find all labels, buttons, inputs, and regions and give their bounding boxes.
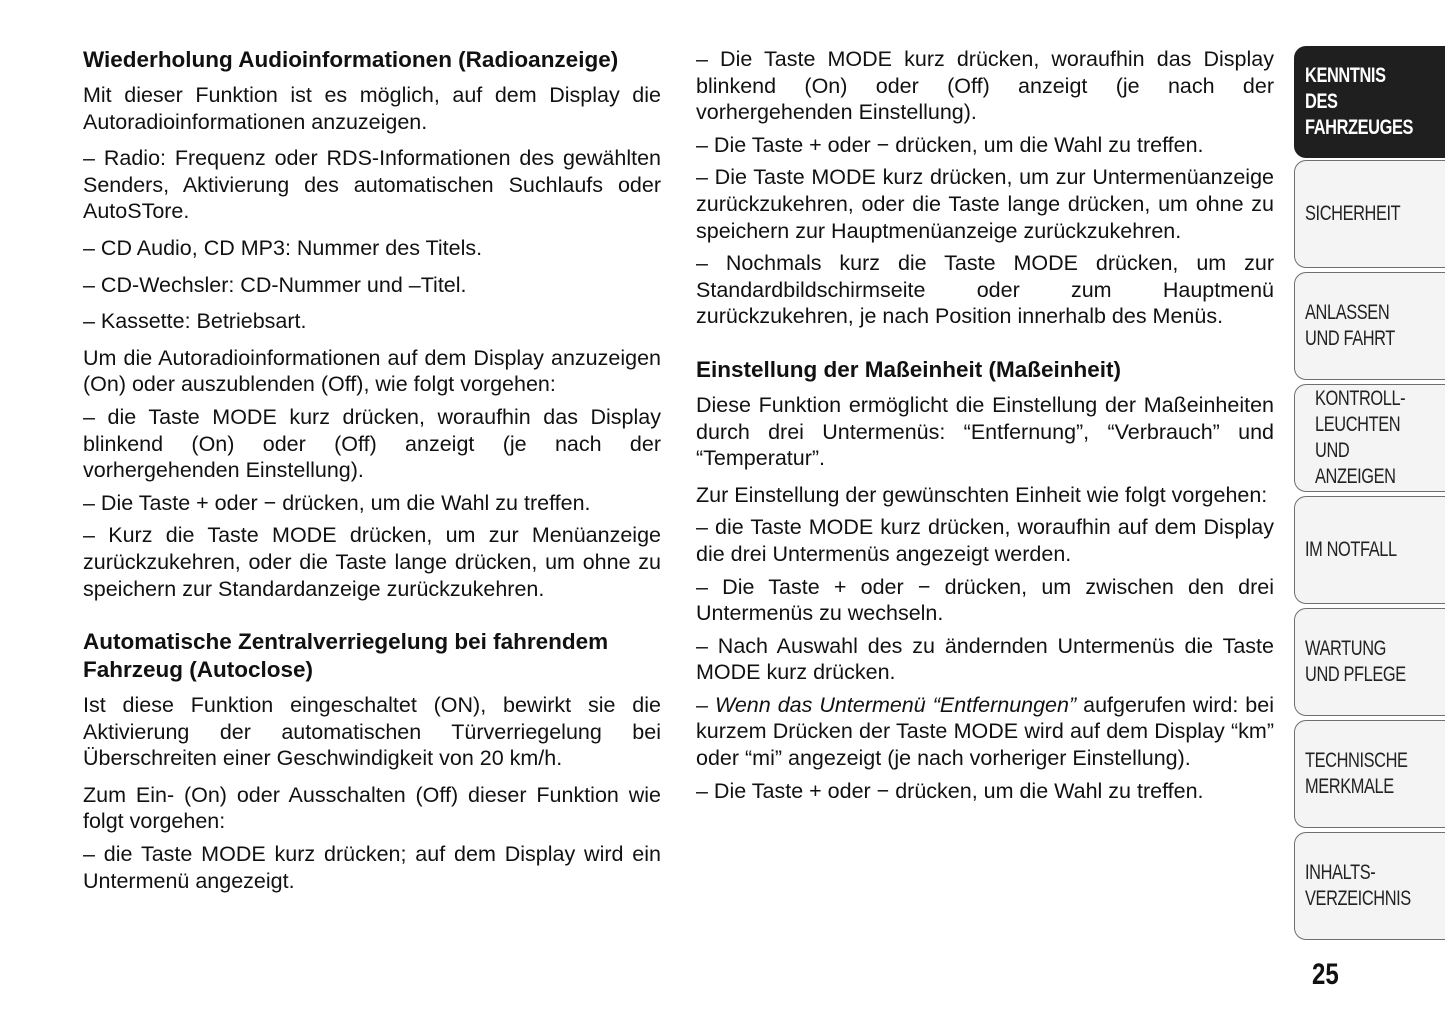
- section-heading-autoclose: Automatische Zentralverriegelung bei fahrendem Fahrzeug (Autoclose): [83, 629, 609, 683]
- paragraph: – Die Taste + oder − drücken, um die Wahl zu treffen.: [696, 132, 1204, 157]
- paragraph: – Die Taste + oder − drücken, um die Wahl zu treffen.: [83, 490, 591, 515]
- page-number: 25: [1312, 958, 1339, 991]
- tab-inhaltsverzeichnis[interactable]: [1294, 832, 1445, 940]
- tab-im-notfall[interactable]: [1294, 496, 1445, 604]
- paragraph: [696, 692, 1274, 772]
- paragraph: Zum Ein- (On) oder Ausschalten (Off) dieser Funktion wie folgt vorgehen:: [83, 782, 661, 834]
- tab-anlassen-und-fahrt[interactable]: [1294, 272, 1445, 380]
- tab-label: IM NOTFALL: [1305, 538, 1397, 561]
- section-heading-units: Einstellung der Maßeinheit (Maßeinheit): [696, 356, 1122, 382]
- tab-kenntnis-des-fahrzeuges[interactable]: [1294, 46, 1445, 158]
- paragraph: – CD Audio, CD MP3: Nummer des Titels.: [83, 235, 483, 260]
- left-column: [83, 46, 661, 904]
- tab-label: KENNTNIS DES FAHRZEUGES: [1305, 64, 1414, 139]
- paragraph: Zur Einstellung der gewünschten Einheit wie folgt vorgehen:: [696, 482, 1268, 507]
- tab-kontrollleuchten[interactable]: [1294, 384, 1445, 492]
- tab-wartung-und-pflege[interactable]: [1294, 608, 1445, 716]
- tab-label: SICHERHEIT: [1305, 202, 1401, 225]
- paragraph: – die Taste MODE kurz drücken; auf dem Display wird ein Untermenü angezeigt.: [83, 842, 661, 893]
- paragraph: – Die Taste MODE kurz drücken, woraufhin das Display blinkend (On) oder (Off) anzeigt (je nach der vorhergehenden Einstellung).: [696, 47, 1274, 125]
- chapter-tabs: [1294, 46, 1445, 944]
- paragraph: – Die Taste MODE kurz drücken, um zur Untermenüanzeige zurückzukehren, oder die Taste lange drücken, um ohne zu speichern zur Hauptmenüanzeige zurückzukehren.: [696, 165, 1274, 243]
- paragraph: – Nochmals kurz die Taste MODE drücken, um zur Standardbildschirmseite oder zum Hauptmenü zurückzukehren, je nach Position innerhalb des Menüs.: [696, 251, 1274, 329]
- paragraph: – Die Taste + oder − drücken, um die Wahl zu treffen.: [696, 778, 1204, 803]
- tab-technische-merkmale[interactable]: [1294, 720, 1445, 828]
- tab-label: INHALTS- VERZEICHNIS: [1305, 861, 1411, 910]
- tab-label: ANLASSEN UND FAHRT: [1305, 301, 1395, 350]
- paragraph: – CD-Wechsler: CD-Nummer und –Titel.: [83, 272, 467, 297]
- paragraph: – Die Taste + oder − drücken, um zwischen den drei Untermenüs zu wechseln.: [696, 574, 1274, 626]
- paragraph: Um die Autoradioinformationen auf dem Display anzuzeigen (On) oder auszublenden (Off), wie folgt vorgehen:: [83, 345, 661, 397]
- paragraph: Diese Funktion ermöglicht die Einstellung der Maßeinheiten durch drei Untermenüs: “Entfernung”, “Verbrauch” und “Temperatur”.: [696, 392, 1274, 471]
- paragraph: – die Taste MODE kurz drücken, woraufhin auf dem Display die drei Untermenüs angezeigt werden.: [696, 515, 1274, 566]
- paragraph: – Kassette: Betriebsart.: [83, 309, 307, 334]
- paragraph: – Radio: Frequenz oder RDS-Informationen des gewählten Senders, Aktivierung des automatischen Suchlaufs oder AutoSTore.: [83, 146, 661, 224]
- tab-label: TECHNISCHE MERKMALE: [1305, 749, 1408, 798]
- right-column: [696, 46, 1274, 814]
- tab-sicherheit[interactable]: [1294, 160, 1445, 268]
- tab-label: WARTUNG UND PFLEGE: [1305, 637, 1406, 686]
- paragraph: – Kurz die Taste MODE drücken, um zur Menüanzeige zurückzukehren, oder die Taste lange drücken, um ohne zu speichern zur Standardanzeige zurückzukehren.: [83, 523, 661, 601]
- paragraph-text: aufgerufen wird: bei kurzem Drücken der Taste MODE wird auf dem Display “km” oder “mi” angezeigt (je nach vorheriger Einstellung).: [696, 692, 1274, 771]
- italic-text: – Wenn das Untermenü “Entfernungen”: [696, 692, 1077, 717]
- section-heading-audio-info: Wiederholung Audioinformationen (Radioanzeige): [83, 47, 619, 72]
- tab-label: KONTROLL- LEUCHTEN UND ANZEIGEN: [1315, 387, 1406, 488]
- paragraph: Mit dieser Funktion ist es möglich, auf dem Display die Autoradioinformationen anzuzeigen.: [83, 83, 661, 134]
- paragraph: Ist diese Funktion eingeschaltet (ON), bewirkt sie die Aktivierung der automatischen Türverriegelung bei Überschreiten einer Geschwindigkeit von 20 km/h.: [83, 693, 661, 771]
- paragraph: – Nach Auswahl des zu ändernden Untermenüs die Taste MODE kurz drücken.: [696, 633, 1274, 685]
- paragraph: – die Taste MODE kurz drücken, woraufhin das Display blinkend (On) oder (Off) anzeigt (je nach der vorhergehenden Einstellung).: [83, 404, 661, 483]
